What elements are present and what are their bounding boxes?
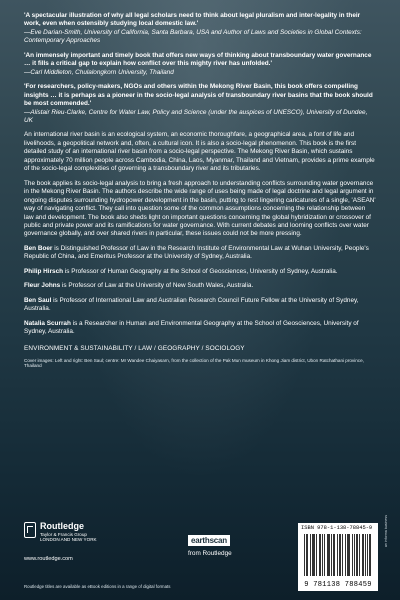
author-bio [24, 320, 376, 337]
author-bio-text: is Professor of International Law and Australian Research Council Future Fellow at the University of Sydney, Australia. [24, 296, 359, 313]
blurb-attribution: —Eve Darian-Smith, University of California, Santa Barbara, USA and Author of Laws and Societies in Global Contexts: Contemporary Approaches [24, 28, 362, 45]
blurb-quote: 'An immensely important and timely book that offers new ways of thinking about transboundary water governance … it fills a critical gap to explain how conflict over this mighty river has unfolded.' [24, 51, 372, 68]
barcode [298, 523, 378, 591]
barcode-bars [304, 534, 372, 576]
imprint-from: from Routledge [188, 550, 232, 557]
blurb-quote: 'A spectacular illustration of why all legal scholars need to think about legal pluralism and inter-legality in their work, even when ostensibly studying local domestic law.' [24, 12, 361, 28]
footer [0, 500, 400, 600]
author-name: Natalia Scurrah [24, 319, 71, 327]
blurb-attribution: —Alistair Rieu-Clarke, Centre for Water Law, Policy and Science (under the auspices of UNESCO), University of Dundee, UK [24, 108, 368, 124]
author-name: Ben Saul [24, 296, 52, 304]
isbn-label: ISBN 978-1-138-78845-9 [301, 525, 373, 531]
publisher-name: Routledge [40, 521, 84, 531]
routledge-mark-icon [24, 522, 36, 538]
blurb-attribution: —Carl Middleton, Chulalongkorn University, Thailand [24, 68, 174, 76]
isbn-digits: 9 781138 788459 [304, 581, 372, 589]
routledge-logo [24, 522, 97, 543]
author-bio-text: is Professor of Human Geography at the School of Geosciences, University of Sydney, Australia. [63, 267, 338, 275]
ebook-note: Routledge titles are available as eBook editions in a range of digital formats [24, 584, 171, 589]
blurb [24, 83, 376, 125]
earthscan-logo [188, 530, 240, 557]
author-bio-text: is a Researcher in Human and Environmental Geography at the School of Geosciences, University of Sydney, Australia. [24, 319, 359, 336]
author-bio-text: is Distinguished Professor of Law in the Research Institute of Environmental Law at Wuhan University, People's Republic of China, and Emeritus Professor at the University of Sydney, Australia. [24, 244, 369, 261]
publisher-location: LONDON AND NEW YORK [40, 537, 97, 543]
cover-credit: Cover images: Left and right: Ben Saul; centre: Mr Wandee Chaiyasarn, from the collection of the Pak Mun museum in Khong Jiam district, Ubon Ratchathani province, Thailand [24, 357, 364, 369]
description-paragraph: The book applies its socio-legal analysis to bring a fresh approach to understanding conflicts surrounding water governance in the Mekong River Basin. The authors describe the wide range of uses being made of legal doctrine and legal argument in ongoing disputes surrounding hydropower development in the basin, putting to rest lingering caricatures of a single, 'ASEAN' way of navigating conflict. They call into question some of the common assumptions concerning the relationship between law and development. The book also sheds light on important questions concerning the global hybridization or crossover of public and private power and its ramifications for water governance. With current debates and looming conflicts over water governance globally, and over shared rivers in particular, these issues could not be more pressing. [24, 179, 376, 238]
author-bio-text: is Professor of Law at the University of New South Wales, Australia. [60, 282, 254, 290]
publisher-group: Taylor & Francis Group [40, 531, 87, 537]
imprint-name: earthscan [188, 535, 230, 546]
subject-categories: ENVIRONMENT & SUSTAINABILITY / LAW / GEOGRAPHY / SOCIOLOGY [24, 344, 245, 352]
informa-side-text: an informa business [384, 515, 388, 548]
description-paragraph: An international river basin is an ecological system, an economic thoroughfare, a geographical area, a font of life and livelihoods, a geopolitical network and, often, a cultural icon. It is also a socio-legal phenomenon. This book is the first detailed study of an international river basin from a socio-legal perspective. The Mekong River Basin, which sustains approximately 70 million people across Cambodia, China, Laos, Myanmar, Thailand and Vietnam, provides a prime example of the socio-legal complexities of governing a transboundary river and its tributaries. [24, 131, 375, 173]
author-name: Philip Hirsch [24, 267, 64, 275]
blurb [24, 52, 376, 77]
author-bio [24, 245, 376, 262]
author-name: Ben Boer [24, 244, 53, 252]
author-bio [24, 282, 376, 290]
author-name: Fleur Johns [24, 282, 61, 290]
author-bio [24, 268, 376, 276]
blurb [24, 12, 376, 46]
publisher-url[interactable]: www.routledge.com [24, 556, 73, 562]
back-cover-content [24, 12, 376, 369]
blurb-quote: 'For researchers, policy-makers, NGOs and others within the Mekong River Basin, this book offers compelling insights … it is perhaps as a pioneer in the socio-legal analysis of transboundary river basins that the book should be most commended.' [24, 83, 373, 108]
author-bio [24, 297, 376, 314]
